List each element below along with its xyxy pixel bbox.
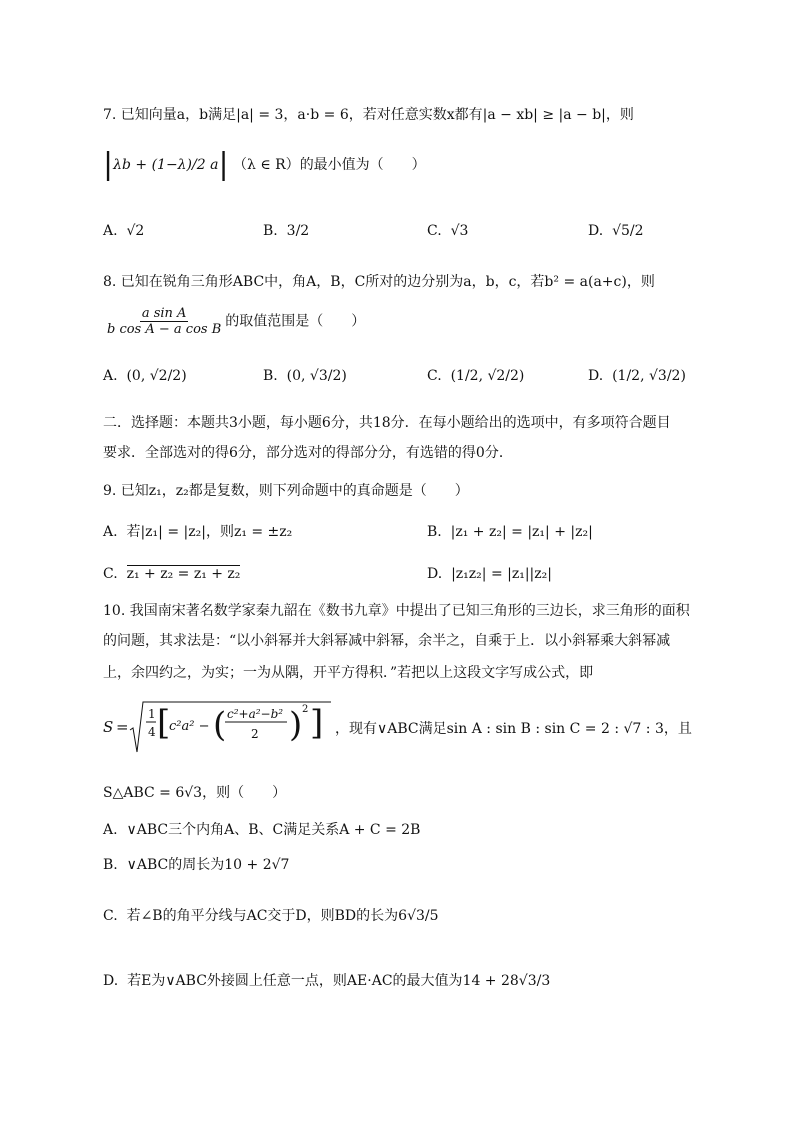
svg-text:c²+a²−b²: c²+a²−b² <box>227 707 284 721</box>
q7-tail: 的最小值为（ ） <box>299 157 426 173</box>
q7-option-b[interactable]: B. 3/2 <box>263 223 310 239</box>
svg-text:=: = <box>116 718 129 736</box>
section2-line1: 二．选择题：本题共3小题，每小题6分，共18分．在每小题给出的选项中，有多项符合题目 <box>103 415 671 431</box>
q9-option-b[interactable]: B. |z₁ + z₂| = |z₁| + |z₂| <box>427 524 593 540</box>
q9-option-c[interactable]: C. z₁ + z₂ = z₁ + z₂ <box>103 566 241 582</box>
q8-option-b[interactable]: B. (0, √3/2) <box>263 368 347 384</box>
q8-tail: 的取值范围是（ ） <box>225 313 366 330</box>
q10-option-d[interactable]: D. 若E为∨ABC外接圆上任意一点，则AE·AC的最大值为14 + 28√3/3 <box>103 973 551 989</box>
q9-option-a[interactable]: A. 若|z₁| = |z₂|，则z₁ = ±z₂ <box>103 524 293 540</box>
formula-svg <box>103 696 333 758</box>
q10-option-b[interactable]: B. ∨ABC的周长为10 + 2√7 <box>103 857 290 873</box>
svg-text:): ) <box>289 705 303 745</box>
q7-option-a[interactable]: A. √2 <box>103 223 145 239</box>
q9-stem: 9. 已知z₁，z₂都是复数，则下列命题中的真命题是（ ） <box>103 483 469 499</box>
q10-stem-line3: 上，余四约之，为实；一为从隅，开平方得积．”若把以上这段文字写成公式，即 <box>103 665 594 681</box>
svg-text:S: S <box>103 718 114 736</box>
q10-area-line: S△ABC = 6√3，则（ ） <box>103 785 287 801</box>
q10-option-a[interactable]: A. ∨ABC三个内角A、B、C满足关系A + C = 2B <box>103 822 421 838</box>
q7-condition: （λ ∈ R） <box>233 157 300 173</box>
q7-option-c[interactable]: C. √3 <box>427 223 469 239</box>
q8-stem-line1: 8. 已知在锐角三角形ABC中，角A，B，C所对的边分别为a，b，c，若b² = a(a+c)，则 <box>103 274 655 290</box>
svg-text:2: 2 <box>251 727 259 741</box>
svg-text:1: 1 <box>148 707 156 721</box>
q8-option-c[interactable]: C. (1/2, √2/2) <box>427 368 525 384</box>
svg-text:4: 4 <box>148 725 156 739</box>
svg-text:[: [ <box>157 703 171 743</box>
q7-option-d[interactable]: D. √5/2 <box>588 223 644 239</box>
q7-expr: λb + (1−λ)/2 a <box>113 157 219 173</box>
q10-option-c[interactable]: C. 若∠B的角平分线与AC交于D，则BD的长为6√3/5 <box>103 908 439 924</box>
q8-stem-line2 <box>103 306 365 337</box>
q8-option-a[interactable]: A. (0, √2/2) <box>103 368 187 384</box>
q8-option-d[interactable]: D. (1/2, √3/2) <box>588 368 686 384</box>
q10-area-formula <box>103 696 333 758</box>
svg-text:c²a² −: c²a² − <box>169 719 210 734</box>
section2-line2: 要求．全部选对的得6分，部分选对的得部分分，有选错的得0分． <box>103 445 513 461</box>
q10-stem-line1: 10. 我国南宋著名数学家秦九韶在《数书九章》中提出了已知三角形的三边长，求三角形的面积 <box>103 603 690 619</box>
q10-formula-tail: ，现有∨ABC满足sin A : sin B : sin C = 2 : √7 : 3，且 <box>335 721 692 737</box>
svg-text:2: 2 <box>302 704 309 715</box>
q7-stem-line2: |λb + (1−λ)/2 a| （λ ∈ R）的最小值为（ ） <box>103 147 426 182</box>
q8-fraction: $\frac{\text{a sin A}}{\text{b cos A − a cos B}}$ <box>107 306 222 337</box>
q7-stem-line1: 7. 已知向量a，b满足|a| = 3，a·b = 6，若对任意实数x都有|a − xb| ≥ |a − b|，则 <box>103 107 634 123</box>
q10-stem-line2: 的问题，其求法是：“以小斜幂并大斜幂减中斜幂，余半之，自乘于上．以小斜幂乘大斜幂减 <box>103 633 671 649</box>
q9-option-d[interactable]: D. |z₁z₂| = |z₁||z₂| <box>427 566 552 582</box>
svg-text:(: ( <box>213 705 227 745</box>
svg-text:]: ] <box>310 703 324 743</box>
